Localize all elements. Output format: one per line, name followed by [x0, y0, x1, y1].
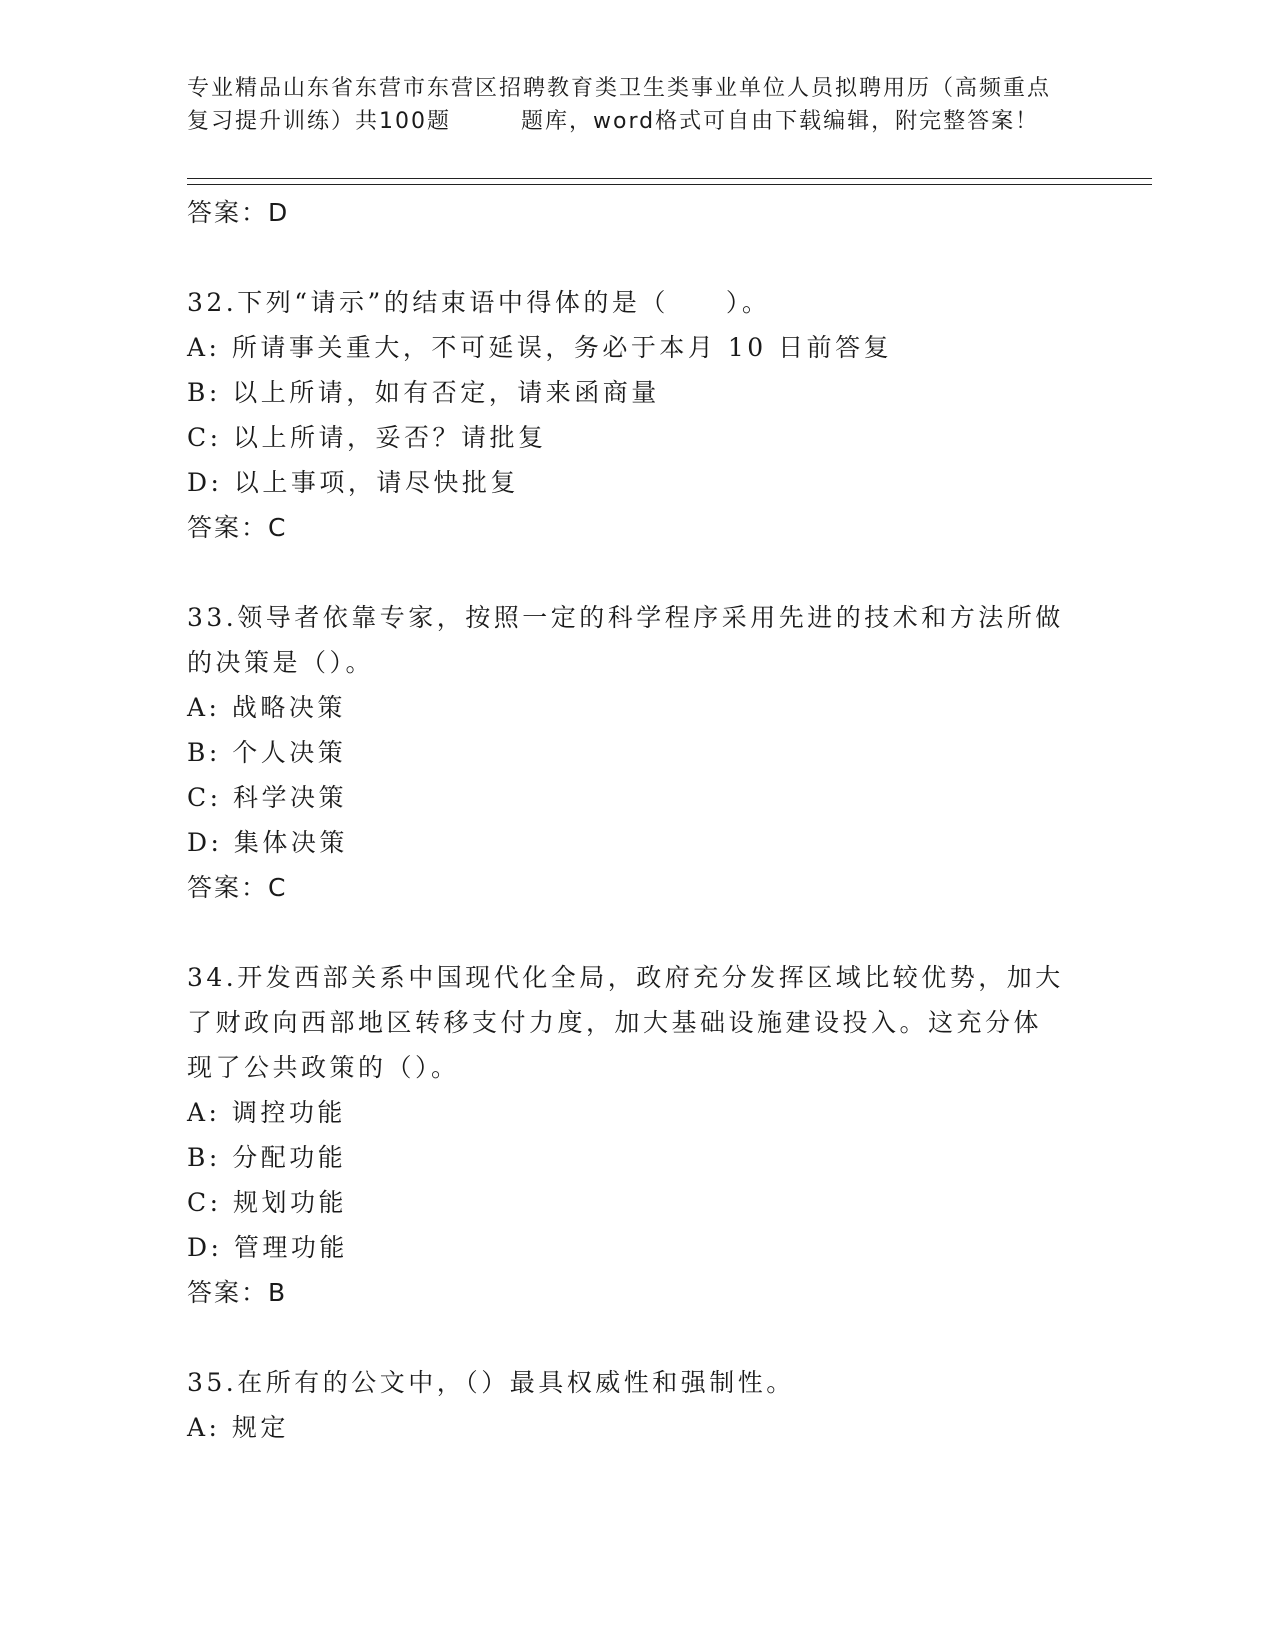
- header-line-2-part-a: 复习提升训练）共100题: [187, 109, 451, 134]
- question-line: 了财政向西部地区转移支付力度，加大基础设施建设投入。这充分体: [187, 1008, 1043, 1037]
- question-block: [187, 955, 1087, 1315]
- option-d: D: 以上事项，请尽快批复: [187, 468, 519, 497]
- header-rule-bottom: [187, 184, 1152, 185]
- option-a: A: 调控功能: [187, 1098, 346, 1127]
- question-line: 33.领导者依靠专家，按照一定的科学程序采用先进的技术和方法所做: [187, 603, 1064, 632]
- option-d: D: 集体决策: [187, 828, 348, 857]
- spacer: [187, 910, 1087, 955]
- spacer: [187, 550, 1087, 595]
- question-line: 32.下列“请示”的结束语中得体的是（ ）。: [187, 288, 771, 317]
- question-line: 现了公共政策的（）。: [187, 1053, 460, 1082]
- page-header: [187, 72, 1087, 138]
- question-block: [187, 1360, 1087, 1450]
- question-block: [187, 280, 1087, 550]
- header-line-2: [187, 105, 1087, 138]
- option-b: B: 以上所请，如有否定，请来函商量: [187, 378, 660, 407]
- answer: 答案：B: [187, 1278, 288, 1307]
- question-line: 35.在所有的公文中，（）最具权威性和强制性。: [187, 1368, 795, 1397]
- previous-answer: 答案：D: [187, 198, 290, 227]
- option-a: A: 所请事关重大，不可延误，务必于本月 10 日前答复: [187, 333, 893, 362]
- option-c: C: 以上所请，妥否？请批复: [187, 423, 547, 452]
- option-c: C: 规划功能: [187, 1188, 347, 1217]
- question-text: [187, 955, 1087, 1090]
- option-a: A: 战略决策: [187, 693, 346, 722]
- question-block: [187, 595, 1087, 910]
- option-a: A: 规定: [187, 1413, 289, 1442]
- question-list: [187, 190, 1087, 1450]
- option-b: B: 个人决策: [187, 738, 347, 767]
- option-d: D: 管理功能: [187, 1233, 348, 1262]
- answer: 答案：C: [187, 873, 288, 902]
- spacer: [187, 235, 1087, 280]
- question-text: [187, 280, 1087, 325]
- header-line-1: 专业精品山东省东营市东营区招聘教育类卫生类事业单位人员拟聘用历（高频重点: [187, 76, 1052, 101]
- question-line: 34.开发西部关系中国现代化全局，政府充分发挥区域比较优势，加大: [187, 963, 1064, 992]
- header-rule-top: [187, 178, 1152, 179]
- question-text: [187, 1360, 1087, 1405]
- question-text: [187, 595, 1087, 685]
- option-b: B: 分配功能: [187, 1143, 347, 1172]
- answer: 答案：C: [187, 513, 288, 542]
- option-c: C: 科学决策: [187, 783, 347, 812]
- question-line: 的决策是（）。: [187, 648, 375, 677]
- header-line-2-part-b: 题库，word格式可自由下载编辑，附完整答案！: [521, 109, 1040, 134]
- spacer: [187, 1315, 1087, 1360]
